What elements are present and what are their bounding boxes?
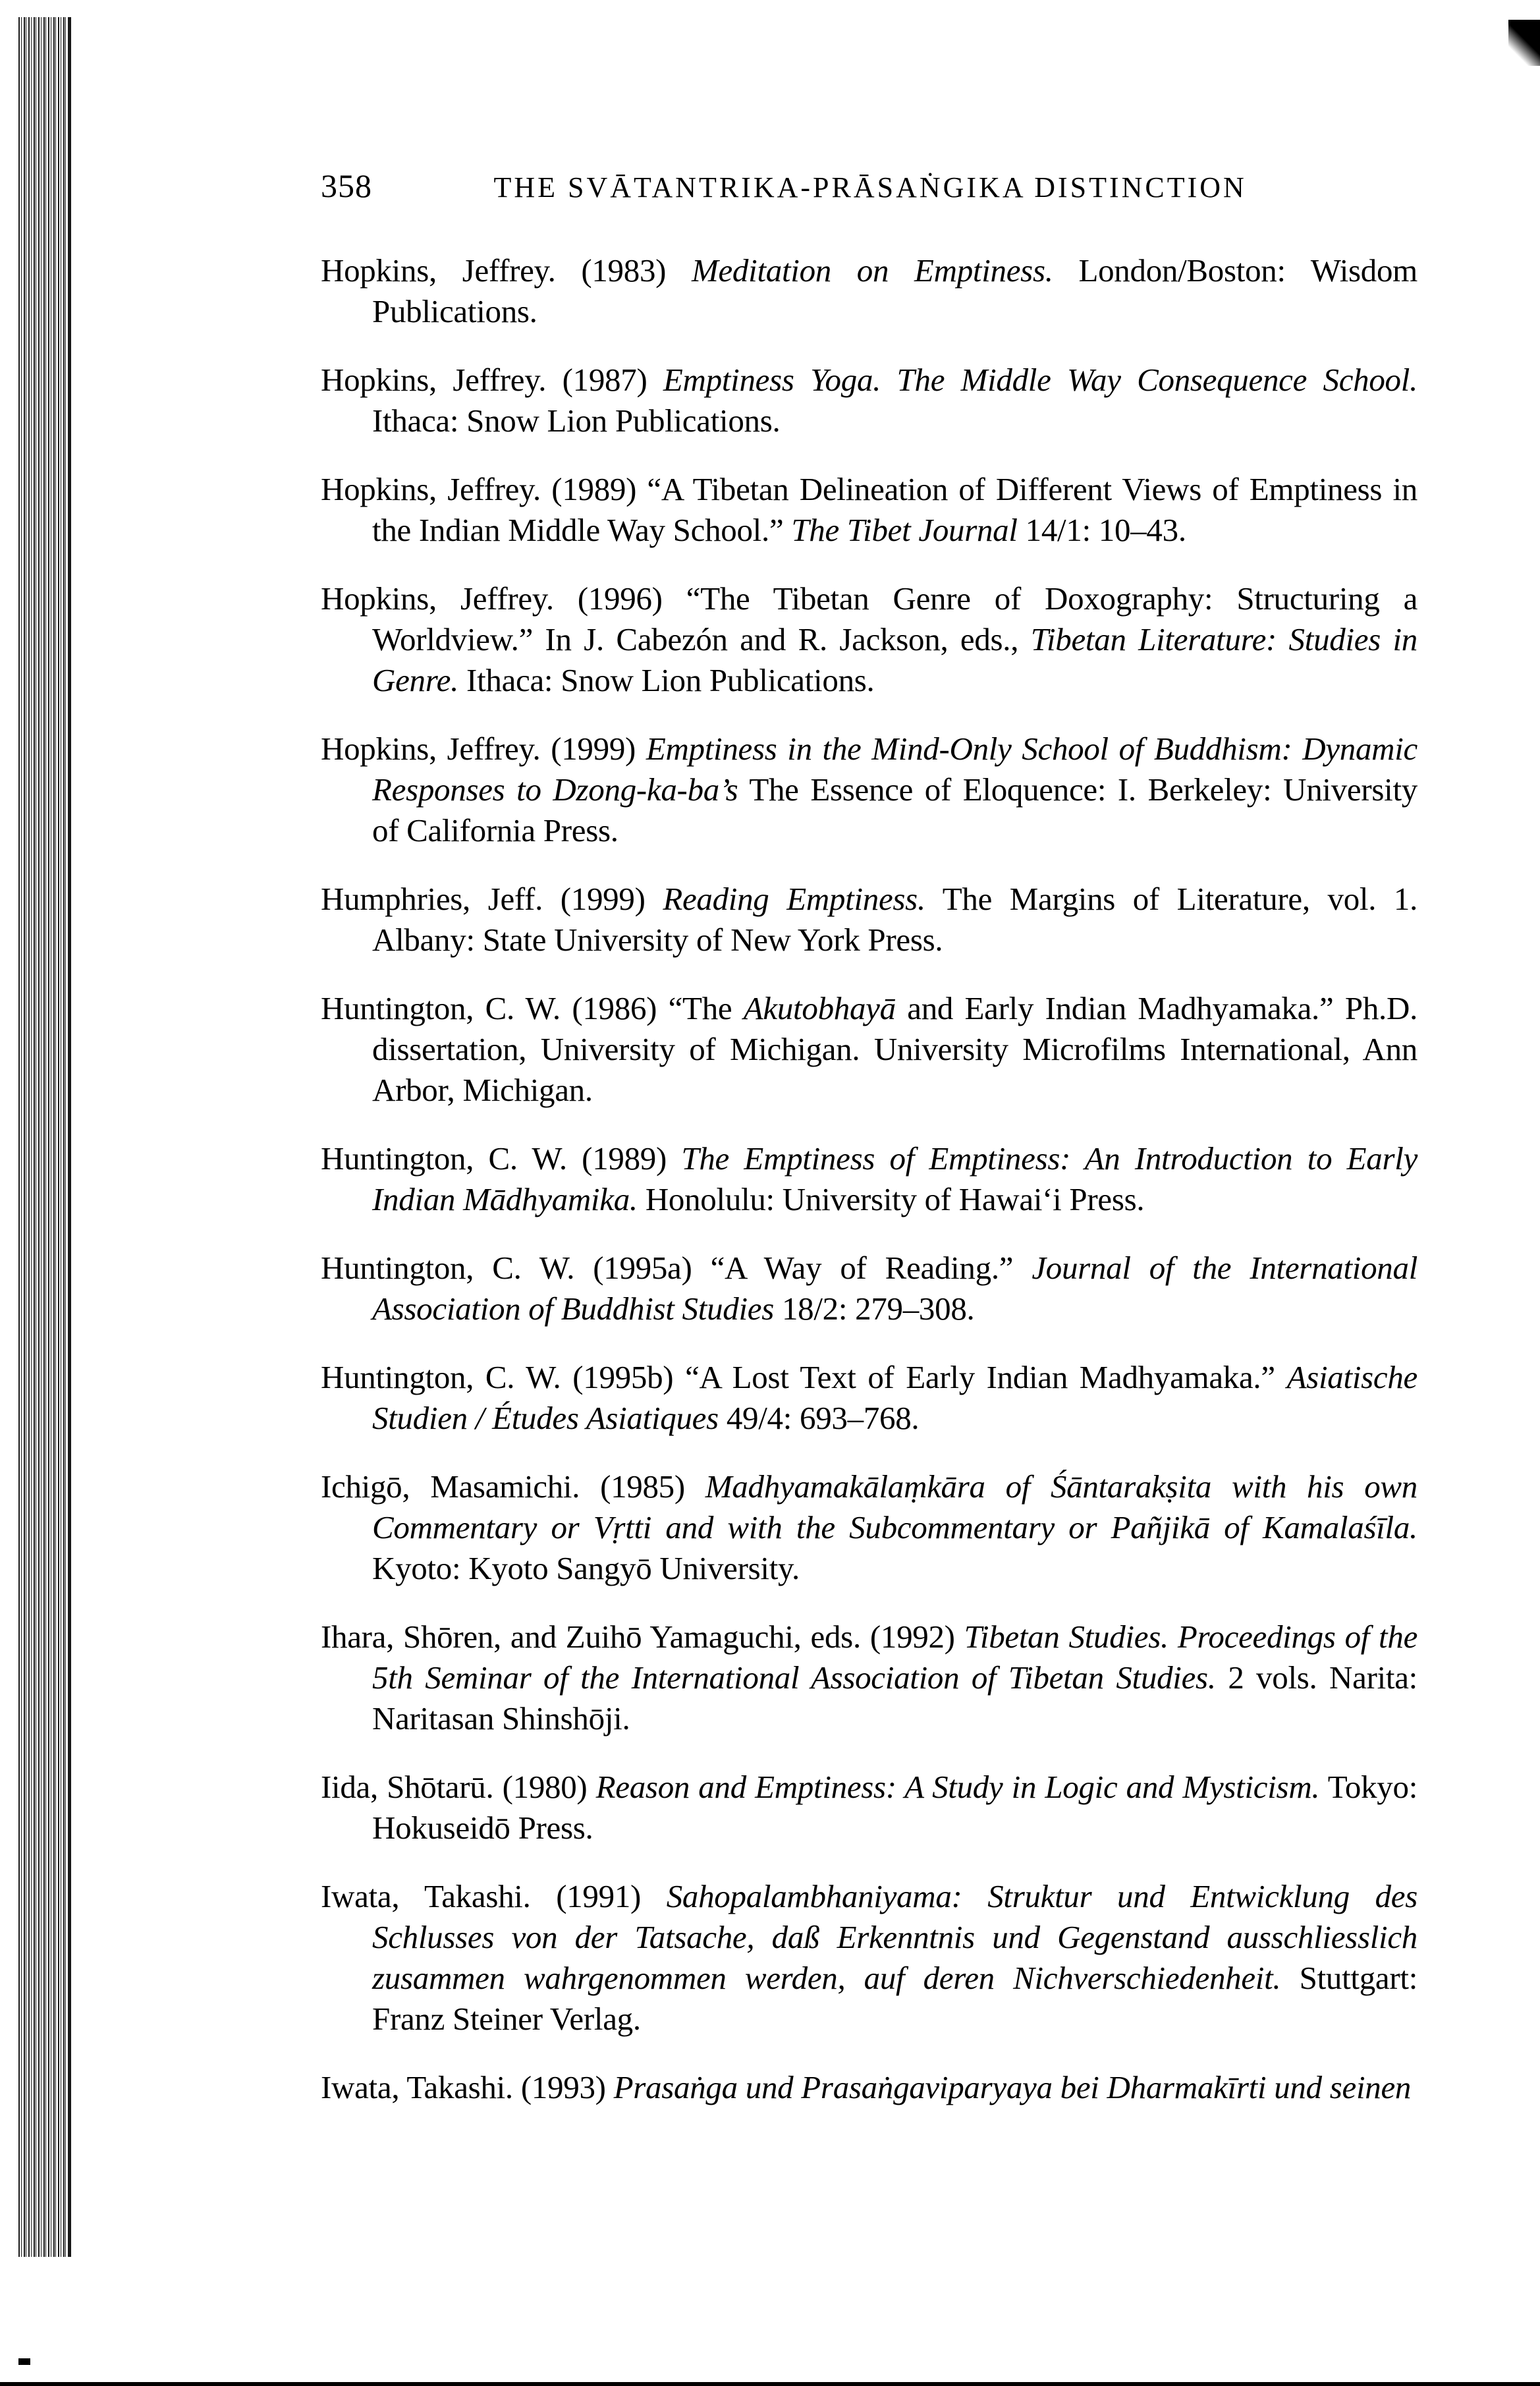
bibliography-entry	[321, 2067, 1417, 2108]
entry-publication: Kyoto: Kyoto Sangyō University.	[372, 1550, 800, 1586]
book-binding-edge	[18, 17, 71, 2257]
entry-author: Huntington, C. W.	[321, 1140, 567, 1177]
entry-year: (1995a)	[593, 1250, 692, 1286]
entry-journal: Asiatische Studien / Études Asiatiques	[372, 1359, 1418, 1436]
entry-year: (1983)	[581, 252, 667, 289]
entry-author: Iwata, Takashi.	[321, 2069, 513, 2105]
entry-publication: 18/2: 279–308.	[781, 1290, 975, 1327]
bibliography-entry	[321, 360, 1417, 441]
bibliography-entry	[321, 1138, 1417, 1220]
entry-publication: Tokyo: Hokuseidō Press.	[372, 1769, 1418, 1846]
entry-year: (1993)	[520, 2069, 606, 2105]
entry-title: Emptiness Yoga. The Middle Way Consequence School.	[663, 362, 1418, 398]
entry-title: Prasaṅga und Prasaṅgaviparyaya bei Dharmakīrti und seinen	[613, 2069, 1412, 2105]
entry-publication: 49/4: 693–768.	[726, 1400, 920, 1436]
entry-author: Iwata, Takashi.	[321, 1878, 531, 1914]
entry-article-title: “A Lost Text of Early Indian Madhyamaka.”	[685, 1359, 1275, 1395]
entry-title: Akutobhayā	[743, 990, 896, 1026]
bibliography-entry	[321, 1466, 1417, 1589]
entry-author: Iida, Shōtarū.	[321, 1769, 494, 1805]
entry-publication: The Essence of Eloquence: I. Berkeley: University of California Press.	[372, 771, 1417, 848]
entry-article-title: “A Tibetan Delineation of Different Views of Emptiness in the Indian Middle Way School.”	[372, 471, 1417, 548]
entry-publication: and Early Indian Madhyamaka.” Ph.D. dissertation, University of Michigan. University Microfilms International, Ann Arbor, Michigan.	[372, 990, 1418, 1108]
entry-author: Hopkins, Jeffrey.	[321, 731, 541, 767]
entry-title: The Emptiness of Emptiness: An Introduction to Early Indian Mādhyamika.	[372, 1140, 1418, 1217]
bibliography-entry	[321, 1357, 1417, 1439]
entry-title: Reading Emptiness.	[663, 881, 925, 917]
entry-year: (1989)	[551, 471, 637, 507]
entry-author: Huntington, C. W.	[321, 990, 561, 1026]
entry-publication: Honolulu: University of Hawai‘i Press.	[645, 1181, 1145, 1217]
entry-author: Hopkins, Jeffrey.	[321, 252, 556, 289]
entry-year: (1996)	[577, 580, 663, 617]
bibliography-entry	[321, 250, 1417, 332]
entry-author: Ichigō, Masamichi.	[321, 1468, 580, 1505]
entry-author: Huntington, C. W.	[321, 1250, 575, 1286]
entry-journal: The Tibet Journal	[791, 512, 1018, 548]
entry-year: (1989)	[582, 1140, 667, 1177]
scan-bottom-edge	[0, 2382, 1540, 2386]
entry-year: (1980)	[502, 1769, 588, 1805]
page-header	[321, 166, 1375, 208]
bibliography-entry	[321, 1767, 1417, 1848]
running-title: THE SVĀTANTRIKA-PRĀSAṄGIKA DISTINCTION	[493, 171, 1247, 204]
entry-article-title: “A Way of Reading.”	[710, 1250, 1014, 1286]
bibliography-entry	[321, 1617, 1417, 1739]
entry-author: Huntington, C. W.	[321, 1359, 561, 1395]
entry-author: Humphries, Jeff.	[321, 881, 543, 917]
bibliography-entry	[321, 1876, 1417, 2039]
bibliography-entry	[321, 879, 1417, 960]
bibliography-list	[321, 250, 1417, 2136]
entry-article-title: “The Tibetan Genre of Doxography: Structuring a Worldview.” In J. Cabezón and R. Jackson, eds.,	[372, 580, 1418, 657]
entry-publication: London/Boston: Wisdom Publications.	[372, 252, 1417, 329]
scan-corner-shadow	[1508, 20, 1540, 66]
entry-title: Meditation on Emptiness.	[691, 252, 1053, 289]
entry-year: (1999)	[551, 731, 636, 767]
entry-journal: Journal of the International Association of Buddhist Studies	[372, 1250, 1418, 1327]
entry-publication: 2 vols. Narita: Naritasan Shinshōji.	[372, 1659, 1417, 1736]
entry-publication: Ithaca: Snow Lion Publications.	[372, 402, 781, 439]
bibliography-entry	[321, 469, 1417, 551]
entry-title: Reason and Emptiness: A Study in Logic and Mysticism.	[595, 1769, 1320, 1805]
entry-year: (1995b)	[572, 1359, 674, 1395]
entry-title: Tibetan Studies. Proceedings of the 5th Seminar of the International Association of Tibetan Studies.	[372, 1619, 1418, 1696]
bibliography-entry	[321, 729, 1417, 851]
entry-author: Hopkins, Jeffrey.	[321, 580, 554, 617]
page-number: 358	[321, 167, 372, 204]
entry-year: (1991)	[556, 1878, 642, 1914]
entry-publication: The Margins of Literature, vol. 1. Albany: State University of New York Press.	[372, 881, 1418, 958]
entry-title: Madhyamakālaṃkāra of Śāntarakṣita with his own Commentary or Vṛtti and with the Subcommentary or Pañjikā of Kamalaśīla.	[372, 1468, 1417, 1545]
entry-year: (1999)	[560, 881, 646, 917]
bibliography-entry	[321, 1248, 1417, 1329]
entry-author: Hopkins, Jeffrey.	[321, 471, 541, 507]
entry-publication: 14/1: 10–43.	[1025, 512, 1186, 548]
entry-author: Ihara, Shōren, and Zuihō Yamaguchi, eds.	[321, 1619, 861, 1655]
bibliography-entry	[321, 988, 1417, 1111]
entry-article-title: “The	[668, 990, 732, 1026]
bibliography-entry	[321, 578, 1417, 701]
entry-year: (1985)	[600, 1468, 685, 1505]
entry-title: Tibetan Literature: Studies in Genre.	[372, 621, 1418, 698]
entry-year: (1986)	[572, 990, 657, 1026]
entry-publication: Stuttgart: Franz Steiner Verlag.	[372, 1960, 1418, 2037]
scan-bottom-corner	[18, 2358, 30, 2365]
entry-year: (1992)	[869, 1619, 955, 1655]
entry-year: (1987)	[562, 362, 647, 398]
entry-title: Sahopalambhaniyama: Struktur und Entwicklung des Schlusses von der Tatsache, daß Erkenntnis und Gegenstand ausschliesslich zusammen wahrgenommen werden, auf deren Nichverschiedenheit.	[372, 1878, 1417, 1996]
entry-publication: Ithaca: Snow Lion Publications.	[466, 662, 875, 698]
entry-author: Hopkins, Jeffrey.	[321, 362, 547, 398]
entry-title: Emptiness in the Mind-Only School of Buddhism: Dynamic Responses to Dzong-ka-ba’s	[372, 731, 1418, 808]
